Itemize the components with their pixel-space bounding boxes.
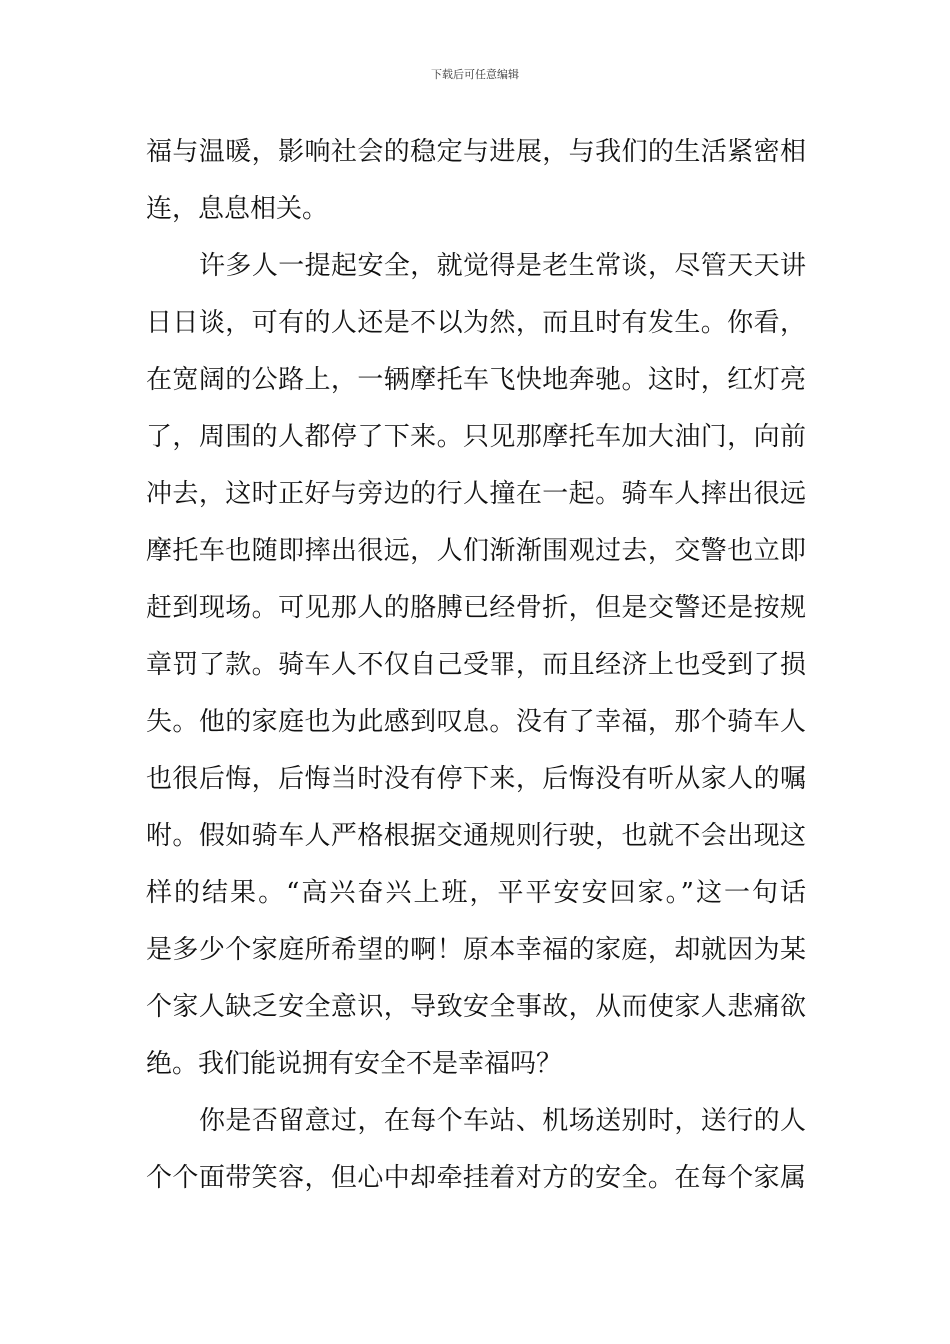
- text-line: 个个面带笑容，但心中却牵挂着对方的安全。在每个家属: [146, 1163, 806, 1193]
- text-line: 摩托车也随即摔出很远，人们渐渐围观过去，交警也立即: [146, 536, 806, 566]
- text-line: 连，息息相关。: [146, 194, 329, 224]
- text-line: 福与温暖，影响社会的稳定与进展，与我们的生活紧密相: [146, 137, 806, 167]
- text-line: 绝。我们能说拥有安全不是幸福吗？: [146, 1049, 563, 1079]
- text-line: 赶到现场。可见那人的胳膊已经骨折，但是交警还是按规: [146, 593, 806, 623]
- text-line: 也很后悔，后悔当时没有停下来，后悔没有听从家人的嘱: [146, 764, 806, 794]
- text-line: 样的结果。“高兴奋兴上班，平平安安回家。”这一句话: [146, 878, 806, 908]
- text-line: 日日谈，可有的人还是不以为然，而且时有发生。你看，: [146, 308, 806, 338]
- text-line: 冲去，这时正好与旁边的行人撞在一起。骑车人摔出很远: [146, 479, 806, 509]
- text-line: 个家人缺乏安全意识，导致安全事故，从而使家人悲痛欲: [146, 992, 806, 1022]
- text-line: 失。他的家庭也为此感到叹息。没有了幸福，那个骑车人: [146, 707, 806, 737]
- page-header: 下载后可任意编辑: [431, 68, 519, 81]
- text-line: 在宽阔的公路上，一辆摩托车飞快地奔驰。这时，红灯亮: [146, 365, 806, 395]
- text-line: 章罚了款。骑车人不仅自己受罪，而且经济上也受到了损: [146, 650, 806, 680]
- text-line: 许多人一提起安全，就觉得是老生常谈，尽管天天讲: [199, 251, 806, 281]
- text-line: 你是否留意过，在每个车站、机场送别时，送行的人: [199, 1106, 806, 1136]
- text-line: 咐。假如骑车人严格根据交通规则行驶，也就不会出现这: [146, 821, 806, 851]
- text-line: 是多少个家庭所希望的啊！原本幸福的家庭，却就因为某: [146, 935, 806, 965]
- text-line: 了，周围的人都停了下来。只见那摩托车加大油门，向前: [146, 422, 806, 452]
